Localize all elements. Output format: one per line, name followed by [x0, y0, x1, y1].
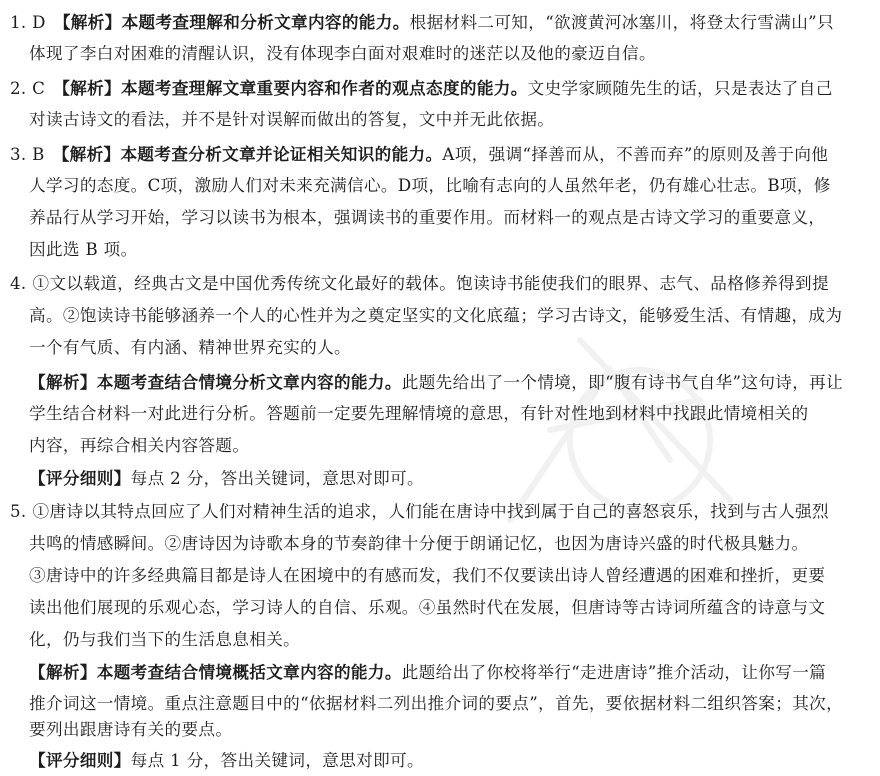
- item-5-analysis-line-3: 要列出跟唐诗有关的要点。: [29, 720, 233, 739]
- item-2-number: 2. C: [10, 79, 46, 98]
- item-3-analysis-tag: 【解析】: [52, 144, 121, 164]
- item-4-analysis-text: 此题先给出了一个情境，即“腹有诗书气自华”这句诗，再让: [401, 373, 844, 392]
- item-1-analysis-tag: 【解析】: [53, 12, 122, 32]
- item-5-scoring-text: 每点 1 分，答出关键词，意思对即可。: [130, 751, 424, 770]
- item-4-scoring-line: [29, 468, 424, 489]
- item-4-answer-line-2: 高。②饱读诗书能够涵养一个人的心性并为之奠定坚实的文化底蕴；学习古诗文，能够爱生活、有情趣，成为: [29, 306, 843, 325]
- item-3-line-2: 人学习的态度。C项，激励人们对未来充满信心。D项，比喻有志向的人虽然年老，仍有雄心壮志。B项，修: [29, 176, 831, 195]
- item-1-number: 1. D: [10, 13, 46, 32]
- item-2-line-2: 对读古诗文的看法，并不是针对误解而做出的答复，文中并无此依据。: [29, 110, 555, 129]
- item-2-analysis-tag: 【解析】: [53, 78, 121, 98]
- item-5-analysis-tag: 【解析】: [29, 662, 97, 682]
- item-1-focus: 本题考查理解和分析文章内容的能力。: [121, 12, 410, 32]
- item-4-answer: ①文以载道，经典古文是中国优秀传统文化最好的载体。饱读诗书能使我们的眼界、志气、品格修养得到提: [32, 274, 829, 293]
- item-5-answer-line-3: ③唐诗中的许多经典篇目都是诗人在困境中的有感而发，我们不仅要读出诗人曾经遭遇的困难和挫折，更要: [29, 566, 826, 585]
- item-5-analysis-text: 此题给出了你校将举行“走进唐诗”推介活动，让你写一篇: [401, 663, 827, 682]
- item-4-scoring-tag: 【评分细则】: [29, 468, 131, 488]
- item-5-scoring-line: [29, 750, 424, 771]
- item-3-number: 3. B: [10, 145, 45, 164]
- item-4-analysis-line-2: 学生结合材料一对此进行分析。答题前一定要先理解情境的意思，有针对性地到材料中找跟此情境相关的: [29, 404, 809, 423]
- item-2-focus: 本题考查理解文章重要内容和作者的观点态度的能力。: [121, 78, 528, 98]
- item-4-scoring-text: 每点 2 分，答出关键词，意思对即可。: [130, 469, 424, 488]
- item-5-analysis-line-2: 推介词这一情境。重点注意题目中的“依据材料二列出推介词的要点”，首先，要依据材料二组织答案；其次，: [29, 694, 844, 713]
- item-3-line-3: 养品行从学习开始，学习以读书为根本，强调读书的重要作用。而材料一的观点是古诗文学习的重要意义，: [29, 208, 826, 227]
- item-4-line-1: [10, 274, 829, 294]
- item-3-text: A项，强调“择善而从，不善而弃”的原则及善于向他: [442, 145, 829, 164]
- item-4-analysis-line-3: 内容，再综合相关内容答题。: [29, 436, 250, 455]
- item-4-analysis-tag: 【解析】: [29, 372, 97, 392]
- item-5-number: 5.: [10, 502, 27, 521]
- item-2-text: 文史学家顾随先生的话，只是表达了自己: [527, 79, 833, 98]
- item-4-analysis-focus: 本题考查结合情境分析文章内容的能力。: [96, 372, 402, 392]
- item-4-analysis-line-1: [29, 372, 843, 393]
- item-4-answer-line-3: 一个有气质、有内涵、精神世界充实的人。: [29, 338, 351, 357]
- item-5-answer-line-5: 化，仍与我们当下的生活息息相关。: [29, 630, 301, 649]
- item-2-line-1: [10, 78, 833, 99]
- item-3-line-4: 因此选 B 项。: [29, 240, 138, 259]
- item-5-answer: ①唐诗以其特点回应了人们对精神生活的追求，人们能在唐诗中找到属于自己的喜怒哀乐，找到与古人强烈: [32, 502, 829, 521]
- item-3-line-1: [10, 144, 828, 165]
- item-5-answer-line-2: 共鸣的情感瞬间。②唐诗因为诗歌本身的节奏韵律十分便于朗诵记忆，也因为唐诗兴盛的时代极具魅力。: [29, 534, 809, 553]
- item-5-scoring-tag: 【评分细则】: [29, 750, 131, 770]
- item-1-line-1: [10, 12, 834, 33]
- item-3-focus: 本题考查分析文章并论证相关知识的能力。: [120, 144, 443, 164]
- item-5-line-1: [10, 502, 829, 522]
- item-5-answer-line-4: 读出他们展现的乐观心态，学习诗人的自信、乐观。④虽然时代在发展，但唐诗等古诗词所蕴含的诗意与文: [29, 598, 826, 617]
- item-1-text: 根据材料二可知，“欲渡黄河冰塞川，将登太行雪满山”只: [409, 13, 834, 32]
- item-5-analysis-line-1: [29, 662, 826, 683]
- item-5-analysis-focus: 本题考查结合情境概括文章内容的能力。: [96, 662, 402, 682]
- item-1-line-2: 体现了李白对困难的清醒认识，没有体现李白面对艰难时的迷茫以及他的豪迈自信。: [29, 44, 656, 63]
- item-4-number: 4.: [10, 274, 27, 293]
